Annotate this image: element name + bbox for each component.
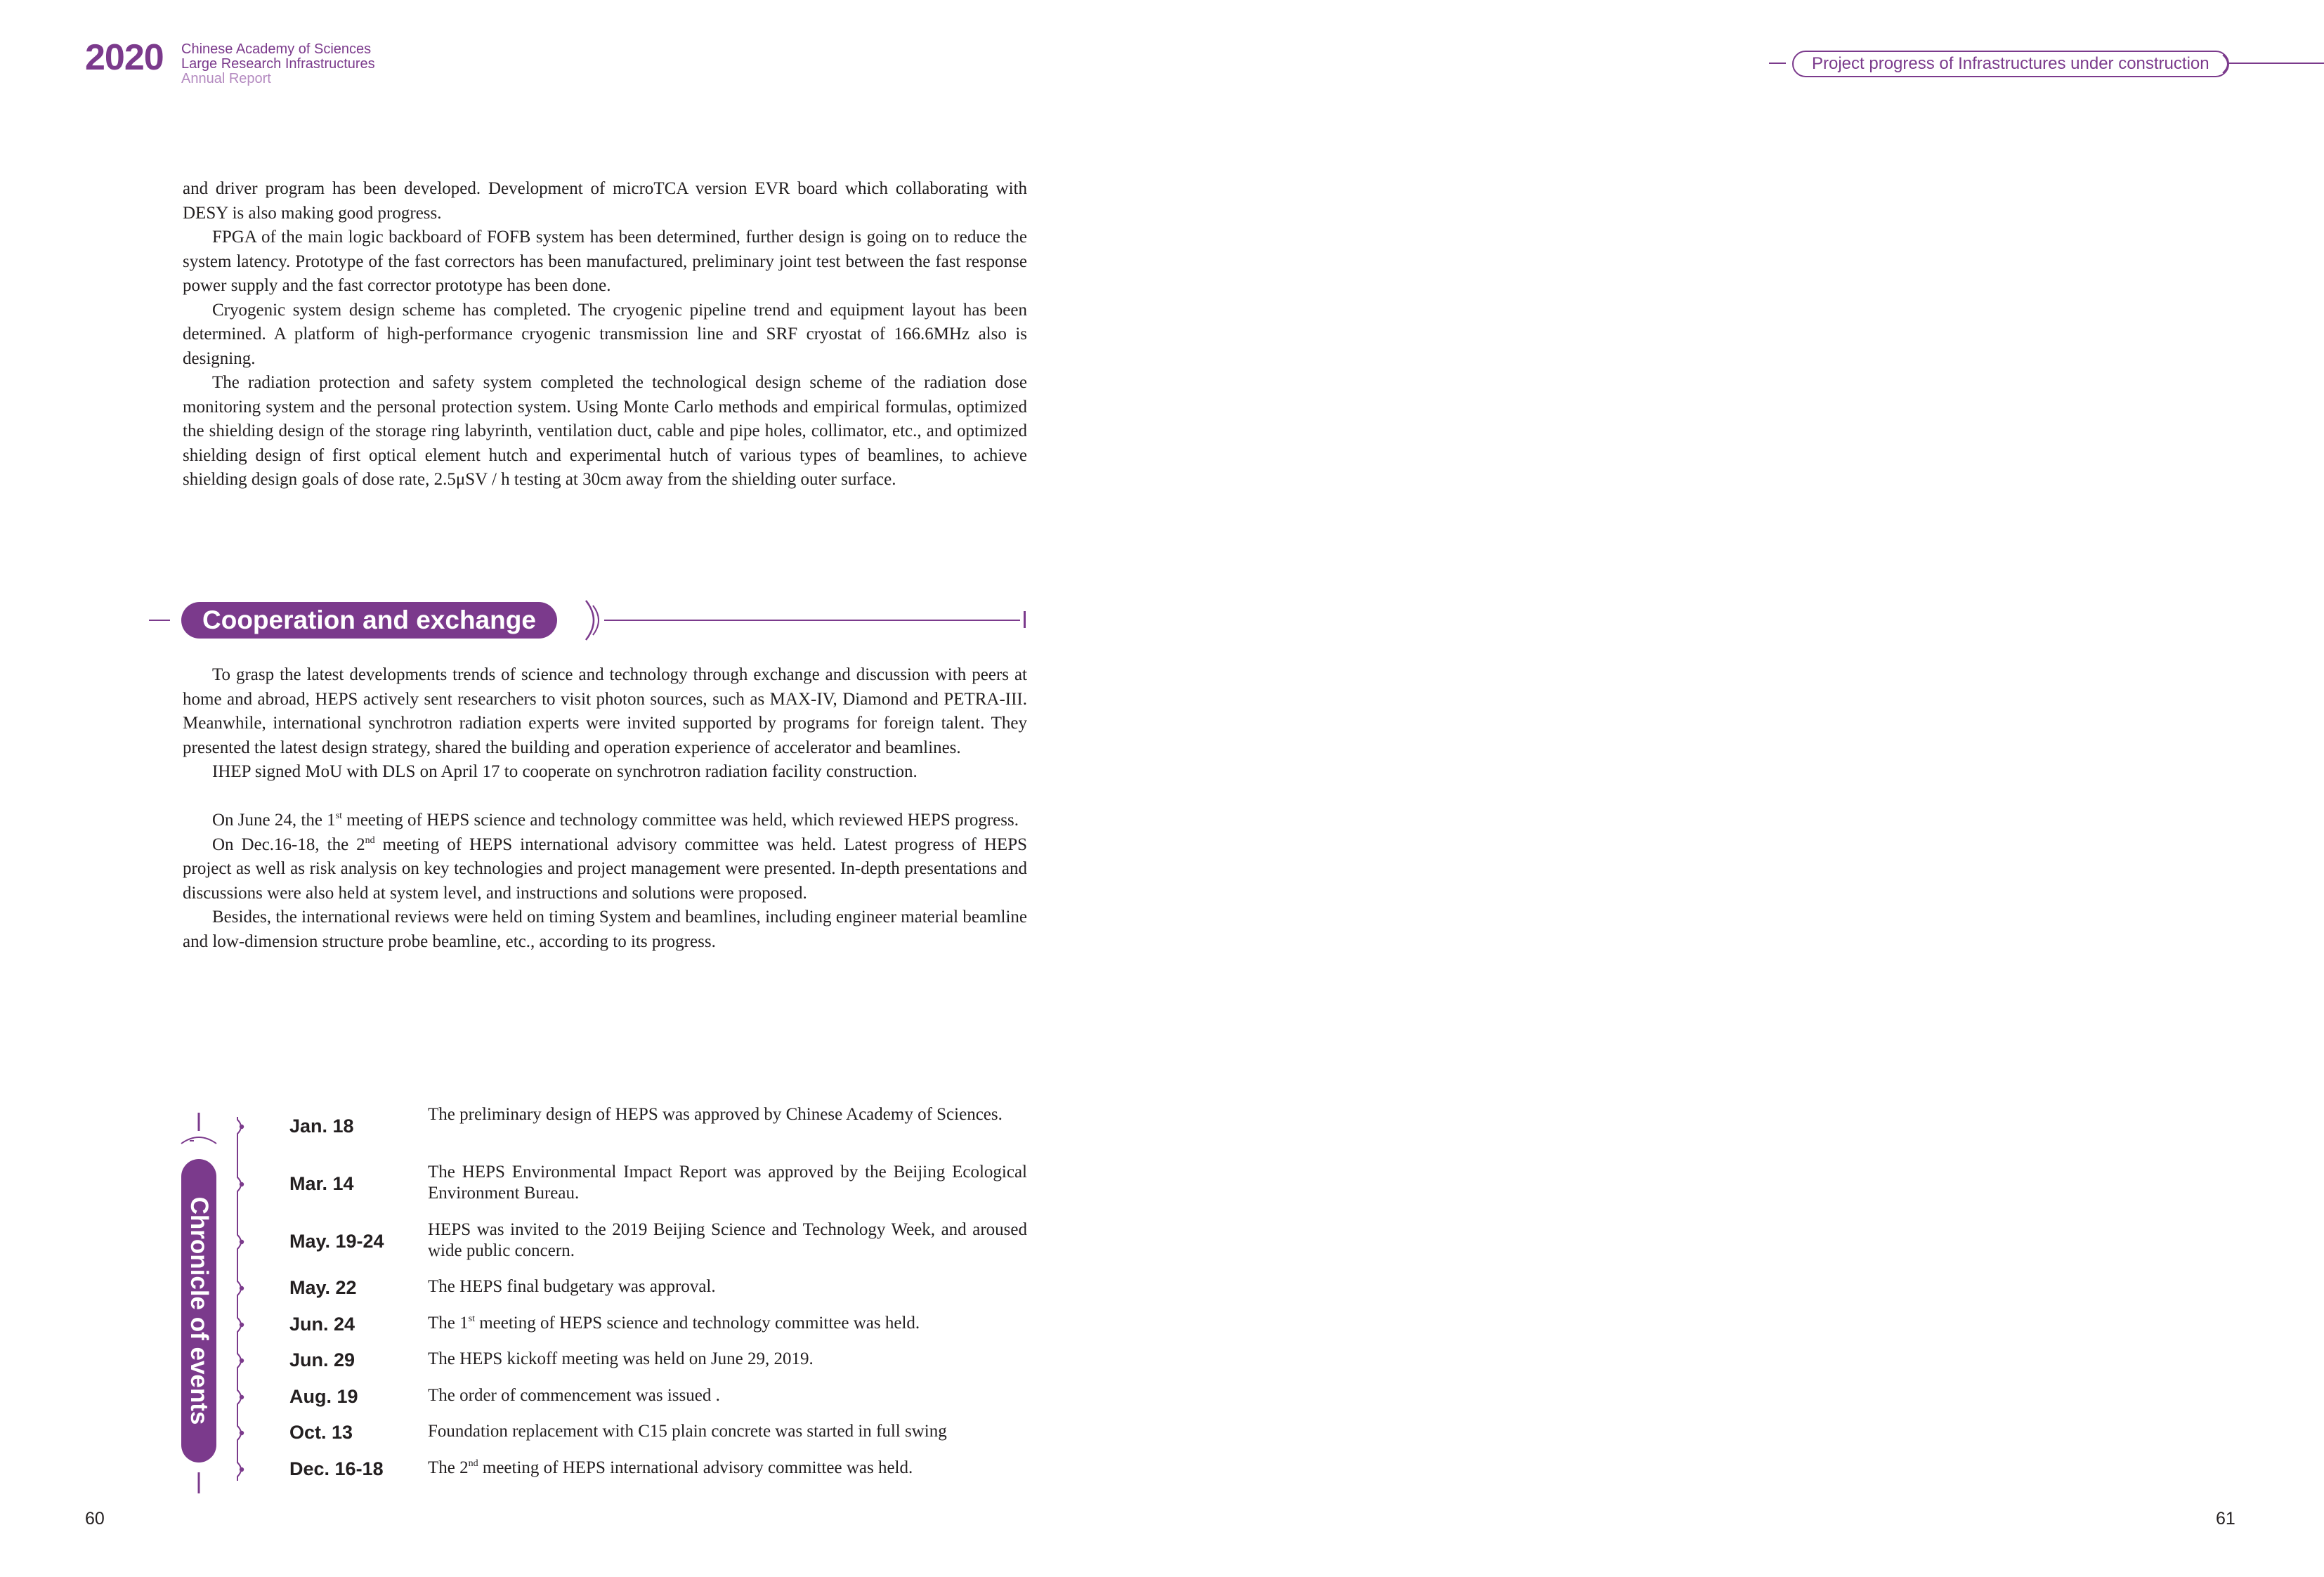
header-rule-left (1769, 63, 1786, 64)
event-description: Foundation replacement with C15 plain concrete was started in full swing (428, 1422, 947, 1441)
blank-line (183, 785, 1027, 809)
heading-rule-right (604, 620, 1020, 621)
intro-text (183, 177, 1027, 492)
event-date: Jun. 29 (289, 1349, 355, 1370)
timeline-dot (240, 1240, 244, 1244)
timeline-dot (240, 1431, 244, 1435)
org-line-3: Annual Report (181, 71, 271, 86)
heading-rule-end-tick (1024, 611, 1026, 628)
event-description: The order of commencement was issued . (428, 1386, 720, 1405)
event-date: Aug. 19 (289, 1386, 358, 1407)
timeline-dot (240, 1323, 244, 1327)
paragraph: On Dec.16-18, the 2nd meeting of HEPS international advisory committee was held. Latest progress of HEPS project as well as risk analysis on key technologies and project management were presented. In-depth presentations and discussions were also held at system level, and instructions and solutions were proposed. (183, 835, 1027, 903)
heading-rule-left (149, 620, 170, 621)
event-description: The 1st meeting of HEPS science and technology committee was held. (428, 1314, 920, 1333)
org-line-2: Large Research Infrastructures (181, 56, 375, 72)
paragraph: Besides, the international reviews were held on timing System and beamlines, including engineer material beamline and low-dimension structure probe beamline, etc., according to its progress. (183, 908, 1027, 951)
event-description: The HEPS kickoff meeting was held on June 29, 2019. (428, 1349, 814, 1368)
org-line-1: Chinese Academy of Sciences (181, 41, 372, 57)
event-description: The 2nd meeting of HEPS international advisory committee was held. (428, 1458, 913, 1477)
paragraph: To grasp the latest developments trends of science and technology through exchange and discussion with peers at home and abroad, HEPS actively sent researchers to visit photon sources, such as MAX-IV, Diamond and PETRA-III. Meanwhile, international synchrotron radiation experts were invited supported by programs for foreign talent. They presented the latest design strategy, shared the building and operation experience of accelerator and beamlines. (183, 665, 1027, 757)
timeline-dot (240, 1359, 244, 1363)
report-organization (181, 42, 375, 86)
event-description: The HEPS final budgetary was approval. (428, 1277, 716, 1296)
event-date: Jan. 18 (289, 1115, 354, 1137)
timeline-dot (240, 1125, 244, 1129)
header-arc-decoration (2220, 53, 2237, 74)
section-label: Project progress of Infrastructures under construction (1792, 51, 2229, 77)
paragraph: FPGA of the main logic backboard of FOFB system has been determined, further design is going on to reduce the system latency. Prototype of the fast correctors has been manufactured, preliminary joint test between the fast response power supply and the fast corrector prototype has been done. (183, 228, 1027, 295)
timeline-dot (240, 1395, 244, 1399)
timeline-dot (240, 1182, 244, 1186)
timeline-guide-line (237, 1117, 241, 1481)
header-rule-right (2227, 63, 2324, 64)
report-year: 2020 (85, 37, 164, 78)
timeline-dot (240, 1286, 244, 1290)
event-date: Oct. 13 (289, 1422, 353, 1443)
section-heading: Cooperation and exchange (181, 602, 557, 639)
event-date: May. 19-24 (289, 1231, 384, 1252)
paragraph: IHEP signed MoU with DLS on April 17 to cooperate on synchrotron radiation facility construction. (212, 762, 918, 781)
event-date: May. 22 (289, 1277, 357, 1298)
paragraph: On June 24, the 1st meeting of HEPS science and technology committee was held, which reviewed HEPS progress. (212, 811, 1019, 830)
heading-arc-decoration (583, 598, 607, 642)
paragraph: The radiation protection and safety system completed the technological design scheme of the radiation dose monitoring system and the personal protection system. Using Monte Carlo methods and empirical formulas, optimized the shielding design of the storage ring labyrinth, ventilation duct, cable and pipe holes, collimator, etc., and optimized shielding design of first optical element hutch and experimental hutch of various types of beamlines, to achieve shielding design goals of dose rate, 2.5μSV / h testing at 30cm away from the shielding outer surface. (183, 373, 1027, 489)
page-number-left: 60 (85, 1509, 105, 1529)
timeline-dot (240, 1467, 244, 1472)
event-description: The HEPS Environmental Impact Report was approved by the Beijing Ecological Environment Bureau. (428, 1163, 1027, 1203)
event-description: The preliminary design of HEPS was approved by Chinese Academy of Sciences. (428, 1105, 1003, 1124)
event-date: Jun. 24 (289, 1314, 355, 1335)
event-date: Dec. 16-18 (289, 1458, 384, 1479)
event-date: Mar. 14 (289, 1173, 354, 1194)
event-description: HEPS was invited to the 2019 Beijing Science and Technology Week, and aroused wide public concern. (428, 1220, 1027, 1260)
cooperation-text (183, 663, 1027, 954)
paragraph: and driver program has been developed. Development of microTCA version EVR board which collaborating with DESY is also making good progress. (183, 179, 1027, 223)
paragraph: Cryogenic system design scheme has completed. The cryogenic pipeline trend and equipment layout has been determined. A platform of high-performance cryogenic transmission line and SRF cryostat of 166.6MHz also is designing. (183, 300, 1027, 368)
chronicle-title: Chronicle of events (185, 1196, 213, 1425)
page-number-right: 61 (2216, 1509, 2235, 1529)
